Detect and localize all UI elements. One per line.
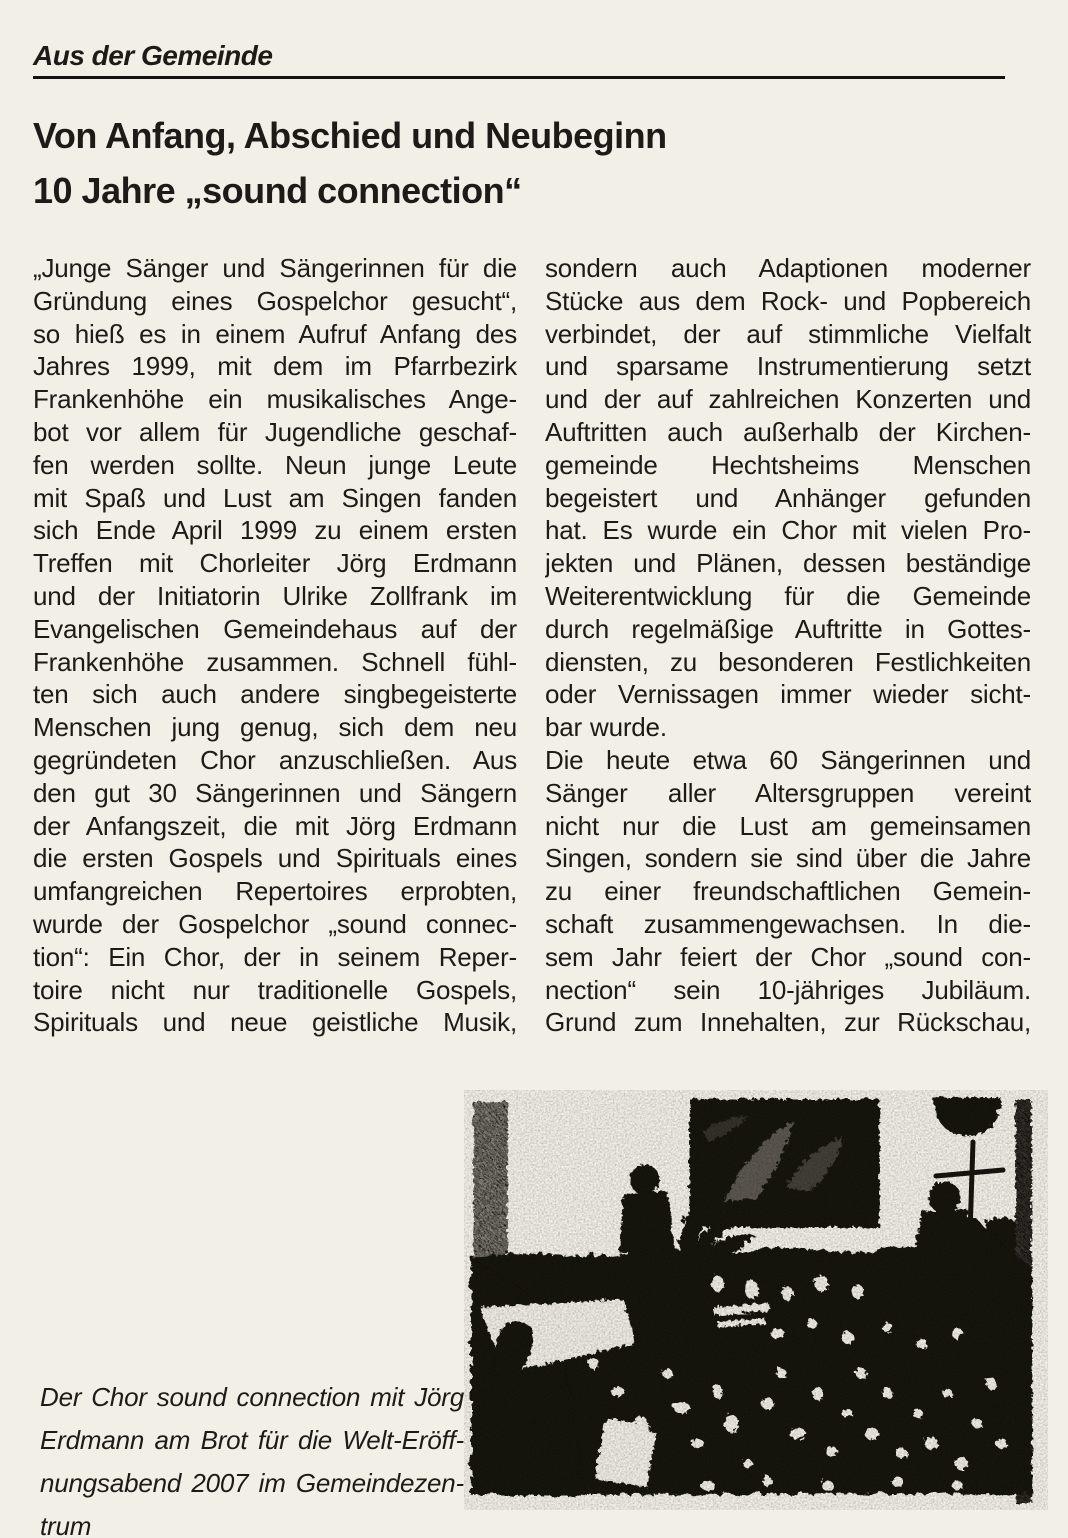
text-line: mit Spaß und Lust am Singen fanden: [33, 482, 517, 513]
text-line: gemeinde Hechtsheims Menschen: [545, 449, 1031, 480]
text-line: fen werden sollte. Neun junge Leute: [33, 449, 517, 480]
text-line: Frankenhöhe zusammen. Schnell fühl-: [33, 646, 517, 677]
text-line: Weiterentwicklung für die Gemeinde: [545, 580, 1031, 611]
text-line: wurde der Gospelchor „sound connec-: [33, 908, 517, 939]
text-line: Jahres 1999, mit dem im Pfarrbezirk: [33, 351, 517, 382]
article-title-line2: 10 Jahre „sound connection“: [33, 170, 522, 211]
text-line: sondern auch Adaptionen moderner: [545, 253, 1031, 283]
text-line: so hieß es in einem Aufruf Anfang des: [33, 318, 517, 349]
text-line: Erdmann am Brot für die Welt-Eröff-: [40, 1425, 464, 1455]
text-line: sem Jahr feiert der Chor „sound con-: [545, 941, 1031, 972]
text-line: und der auf zahlreichen Konzerten und: [545, 384, 1031, 415]
choir-photo-art: [464, 1090, 1048, 1522]
text-line: gegründeten Chor anzuschließen. Aus: [33, 744, 517, 775]
text-line: diensten, zu besonderen Festlichkeiten: [545, 646, 1031, 677]
text-line: Menschen jung genug, sich dem neu: [33, 712, 517, 743]
text-line: bot vor allem für Jugendliche geschaf-: [33, 416, 517, 447]
section-header: Aus der Gemeinde: [33, 40, 273, 71]
text-line: Grund zum Innehalten, zur Rückschau,: [545, 1007, 1031, 1038]
text-line: jekten und Plänen, dessen beständige: [545, 548, 1031, 579]
text-line: bar wurde.: [545, 712, 667, 743]
text-line: tion“: Ein Chor, der in seinem Reper-: [33, 941, 517, 972]
text-line: der Anfangszeit, die mit Jörg Erdmann: [33, 810, 517, 841]
text-line: Gründung eines Gospelchor gesucht“,: [33, 285, 517, 316]
text-line: nungsabend 2007 im Gemeindezen-: [40, 1468, 464, 1498]
photo-grain-overlay: [464, 1090, 1048, 1510]
text-line: begeistert und Anhänger gefunden: [545, 482, 1031, 513]
text-line: die ersten Gospels und Spirituals eines: [33, 843, 517, 874]
text-line: schaft zusammengewachsen. In die-: [545, 908, 1031, 939]
article-title: [33, 108, 933, 218]
text-line: Singen, sondern sie sind über die Jahre: [545, 843, 1031, 874]
article-column-right: [545, 252, 1031, 1039]
text-line: und der Initiatorin Ulrike Zollfrank im: [33, 580, 517, 611]
text-line: verbindet, der auf stimmliche Vielfalt: [545, 318, 1031, 349]
text-line: Sänger aller Altersgruppen vereint: [545, 777, 1031, 808]
text-line: oder Vernissagen immer wieder sicht-: [545, 679, 1031, 710]
article-title-line1: Von Anfang, Abschied und Neubeginn: [33, 115, 667, 156]
text-line: „Junge Sänger und Sängerinnen für die: [33, 253, 517, 283]
text-line: nicht nur die Lust am gemeinsamen: [545, 810, 1031, 841]
article-column-left: [33, 252, 517, 1039]
photo-caption: [40, 1376, 464, 1538]
text-line: Die heute etwa 60 Sängerinnen und: [545, 744, 1031, 775]
text-line: nection“ sein 10-jähriges Jubiläum.: [545, 974, 1031, 1005]
text-line: Auftritten auch außerhalb der Kirchen-: [545, 416, 1031, 447]
text-line: Treffen mit Chorleiter Jörg Erdmann: [33, 548, 517, 579]
text-line: Der Chor sound connection mit Jörg: [40, 1382, 464, 1412]
header-rule: [33, 76, 1005, 79]
text-line: durch regelmäßige Auftritte in Gottes-: [545, 613, 1031, 644]
text-line: Evangelischen Gemeindehaus auf der: [33, 613, 517, 644]
text-line: Frankenhöhe ein musikalisches Ange-: [33, 384, 517, 415]
text-line: Stücke aus dem Rock- und Popbereich: [545, 285, 1031, 316]
text-line: den gut 30 Sängerinnen und Sängern: [33, 777, 517, 808]
text-line: trum: [40, 1511, 92, 1538]
text-line: hat. Es wurde ein Chor mit vielen Pro-: [545, 515, 1031, 546]
text-line: Spirituals und neue geistliche Musik,: [33, 1007, 517, 1038]
text-line: toire nicht nur traditionelle Gospels,: [33, 974, 517, 1005]
choir-photo: [464, 1090, 1048, 1522]
text-line: und sparsame Instrumentierung setzt: [545, 351, 1031, 382]
text-line: ten sich auch andere singbegeisterte: [33, 679, 517, 710]
text-line: umfangreichen Repertoires erprobten,: [33, 876, 517, 907]
text-line: sich Ende April 1999 zu einem ersten: [33, 515, 517, 546]
text-line: zu einer freundschaftlichen Gemein-: [545, 876, 1031, 907]
